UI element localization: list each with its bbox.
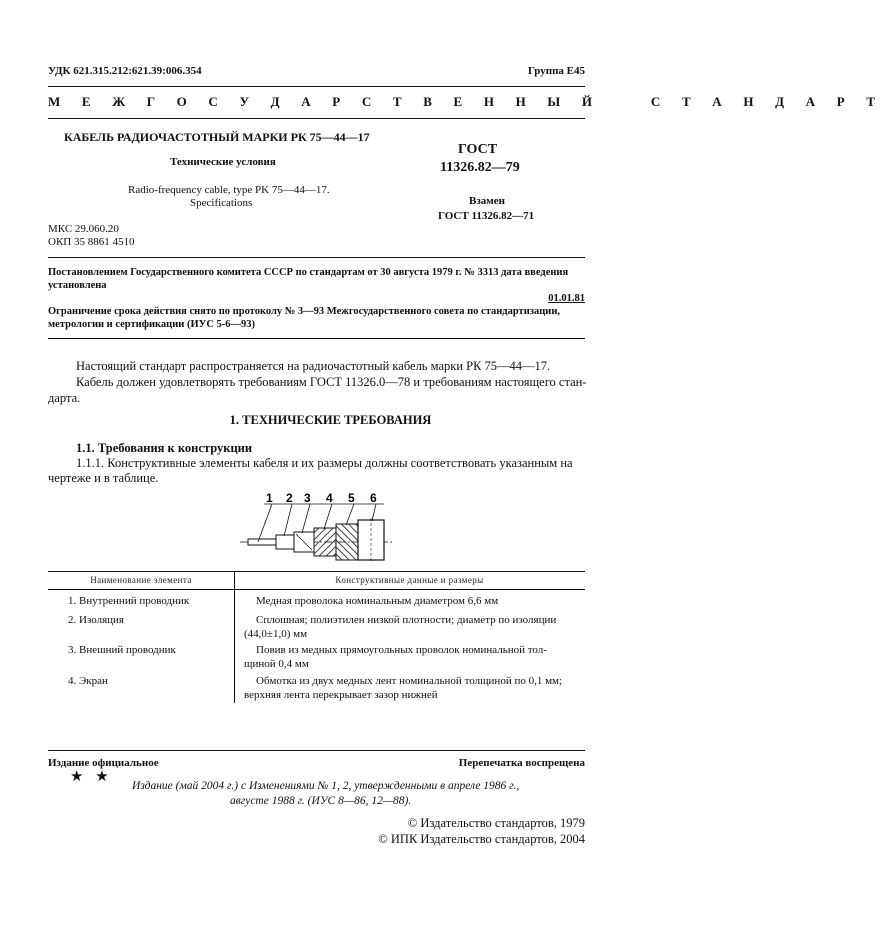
table-row-2-data-line1: Сплошная; полиэтилен низкой плотности; диаметр по изоляции — [256, 614, 557, 626]
group-code: Группа Е45 — [527, 65, 585, 77]
footer-rule — [48, 750, 585, 751]
reprint-prohibited: Перепечатка воспрещена — [458, 757, 585, 769]
drawing-label-5: 5 — [348, 491, 355, 505]
table-top-rule — [48, 571, 585, 572]
table-row-4-data-line2: верхняя лента перекрывает зазор нижней — [244, 689, 438, 701]
limit-line2: метрологии и сертификации (ИУС 5-6—93) — [48, 319, 256, 330]
table-row-1-name: 1. Внутренний проводник — [68, 595, 190, 607]
table-col1-header: Наименование элемента — [90, 575, 192, 585]
official-edition: Издание официальное — [48, 757, 159, 769]
table-row-2-name: 2. Изоляция — [68, 614, 124, 626]
edition-note-line2: августе 1988 г. (ИУС 8—86, 12—88). — [230, 795, 412, 807]
official-stars: ★ ★ — [70, 769, 113, 785]
replaces-label: Взамен — [469, 195, 505, 207]
gost-number: 11326.82—79 — [440, 160, 520, 175]
screen-shape — [314, 528, 336, 556]
copyright-2004: © ИПК Издательство стандартов, 2004 — [378, 832, 585, 846]
intro-paragraph-1: Настоящий стандарт распространяется на радиочастотный кабель марки РК 75—44—17. — [76, 359, 551, 373]
doc-title: КАБЕЛЬ РАДИОЧАСТОТНЫЙ МАРКИ РК 75—44—17 — [64, 130, 370, 144]
table-row-4-data-line1: Обмотка из двух медных лент номинальной толщиной по 0,1 мм; — [256, 675, 563, 687]
shield-layer-shape — [336, 524, 358, 560]
drawing-label-2: 2 — [286, 491, 293, 505]
table-col2-header: Конструктивные данные и размеры — [335, 575, 484, 585]
clause-line2: чертеже и в таблице. — [48, 471, 159, 485]
table-row-4-name: 4. Экран — [68, 675, 108, 687]
replaces-number: ГОСТ 11326.82—71 — [438, 210, 535, 222]
english-title-line1: Radio-frequency cable, type PK 75—44—17. — [128, 184, 330, 196]
top-rule — [48, 86, 585, 87]
decree-rule — [48, 338, 585, 339]
table-header-rule — [48, 589, 585, 590]
intro-paragraph-2-line2: дарта. — [48, 391, 81, 405]
standard-banner: М Е Ж Г О С У Д А Р С Т В Е Н Н Ы Й С Т А Н Д А Р Т — [48, 94, 884, 109]
table-body-divider — [234, 589, 235, 703]
copyright-1979: © Издательство стандартов, 1979 — [407, 816, 585, 830]
english-title-line2: Specifications — [190, 197, 253, 209]
drawing-label-4: 4 — [326, 491, 333, 505]
title-block-rule — [48, 257, 585, 258]
mks-code: МКС 29.060.20 — [48, 223, 119, 235]
decree-line2: установлена — [48, 280, 107, 291]
gost-label: ГОСТ — [458, 142, 498, 157]
drawing-label-1: 1 — [266, 491, 273, 505]
banner-rule — [48, 118, 585, 119]
section-heading: 1. ТЕХНИЧЕСКИЕ ТРЕБОВАНИЯ — [229, 413, 432, 427]
sub-heading: 1.1. Требования к конструкции — [76, 441, 253, 455]
insulation-shape — [276, 535, 294, 549]
okp-code: ОКП 35 8861 4510 — [48, 236, 135, 248]
table-row-3-data-line1: Повив из медных прямоугольных проволок номинальной тол- — [256, 644, 547, 656]
drawing-label-3: 3 — [304, 491, 311, 505]
inner-conductor-shape — [248, 539, 276, 545]
edition-note-line1: Издание (май 2004 г.) с Изменениями № 1, 2, утвержденными в апреле 1986 г., — [132, 780, 520, 792]
drawing-label-6: 6 — [370, 491, 377, 505]
doc-subtitle: Технические условия — [170, 156, 276, 168]
table-row-3-data-line2: щиной 0,4 мм — [244, 658, 309, 670]
limit-line1: Ограничение срока действия снято по протоколу № 3—93 Межгосударственного совета по стандартизации, — [48, 306, 561, 317]
decree-line1: Постановлением Государственного комитета СССР по стандартам от 30 августа 1979 г. № 3313 дата введения — [48, 267, 569, 278]
intro-paragraph-2-line1: Кабель должен удовлетворять требованиям ГОСТ 11326.0—78 и требованиям настоящего стан- — [76, 375, 587, 389]
udk-code: УДК 621.315.212:621.39:006.354 — [48, 65, 202, 77]
clause-line1: 1.1.1. Конструктивные элементы кабеля и их размеры должны соответствовать указанным на — [76, 456, 573, 470]
table-row-3-name: 3. Внешний проводник — [68, 644, 176, 656]
introduction-date: 01.01.81 — [548, 293, 585, 304]
table-row-1-data: Медная проволока номинальным диаметром 6,6 мм — [256, 595, 499, 607]
table-row-2-data-line2: (44,0±1,0) мм — [244, 628, 308, 640]
cable-cross-section-drawing — [236, 490, 396, 562]
